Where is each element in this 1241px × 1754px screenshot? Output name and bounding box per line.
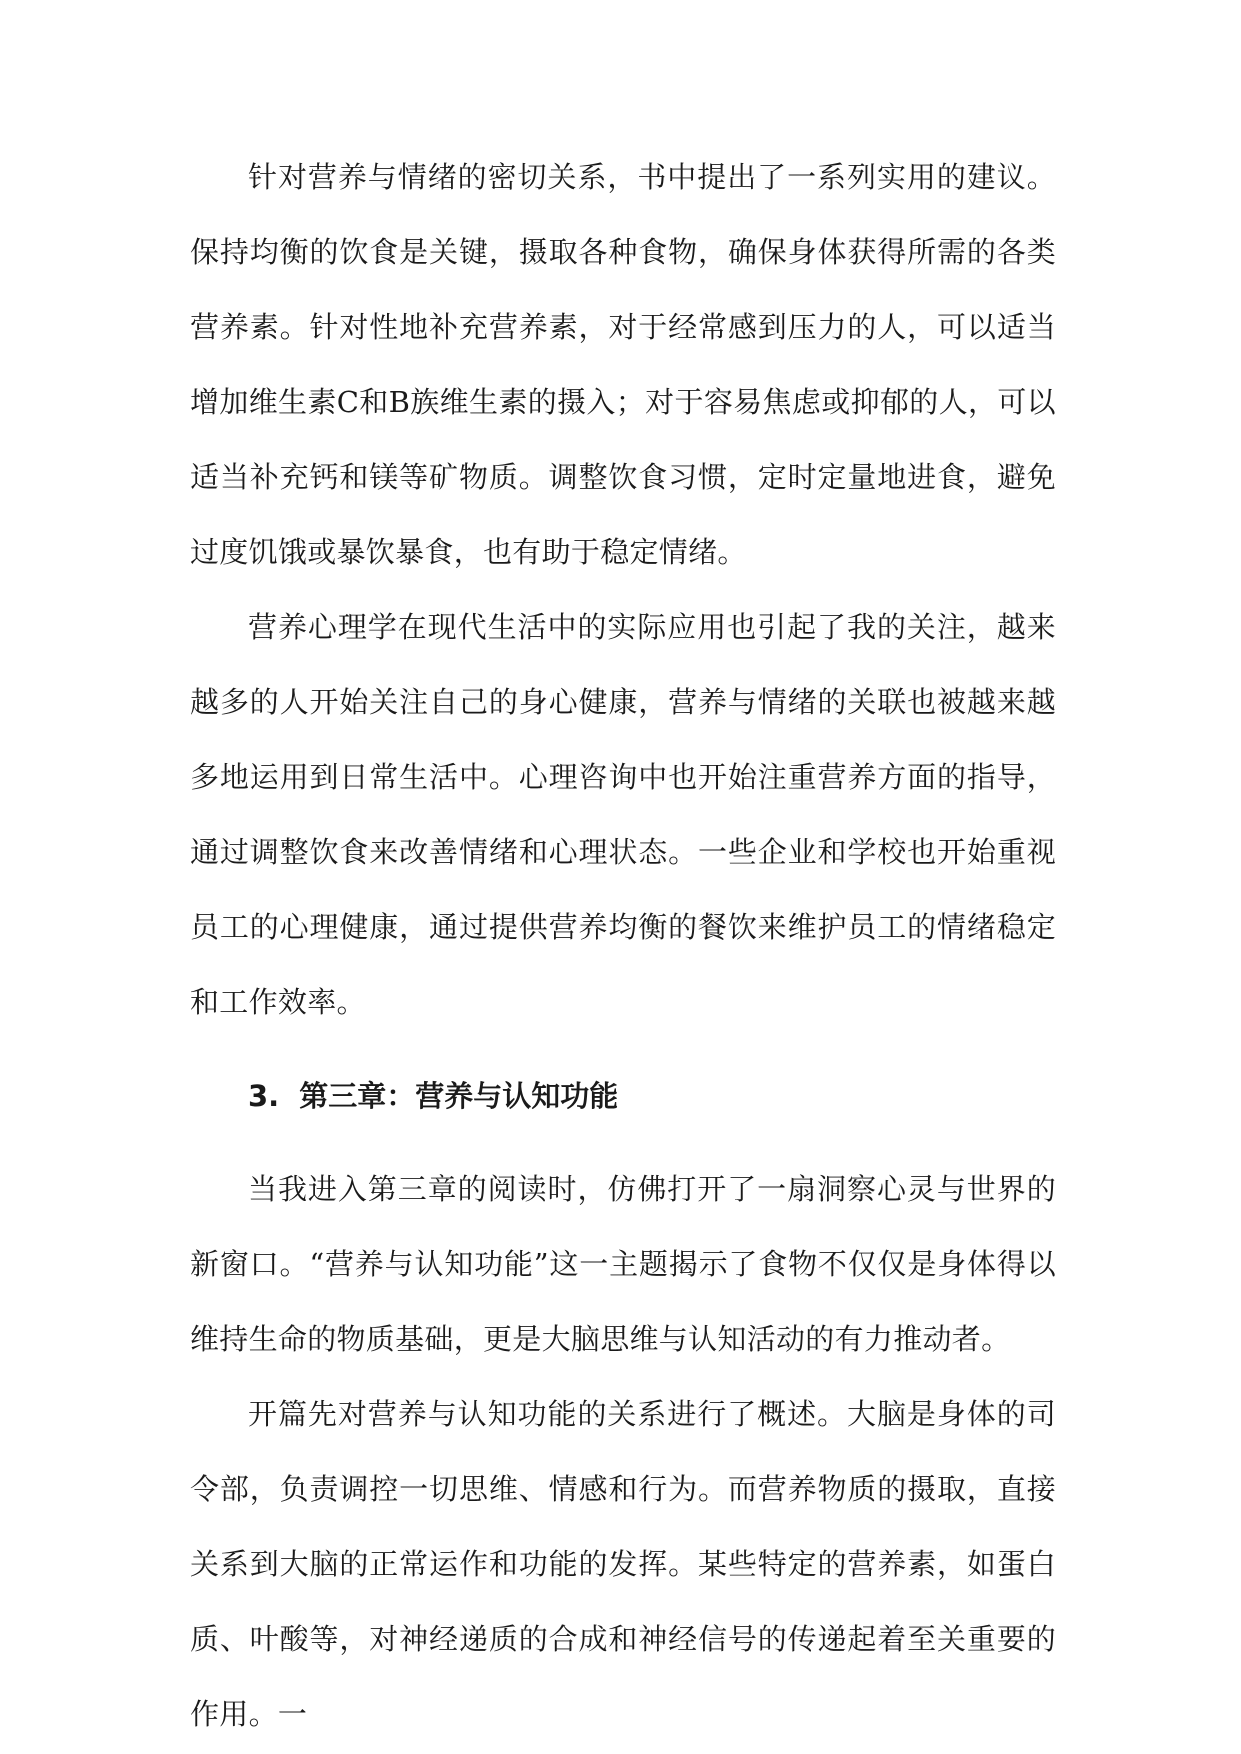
paragraph-nutrition-cognition-overview: 开篇先对营养与认知功能的关系进行了概述。大脑是身体的司令部，负责调控一切思维、情感和行为。而营养物质的摄取，直接关系到大脑的正常运作和功能的发挥。某些特定的营养素，如蛋白质、叶酸等，对神经递质的合成和神经信号的传递起着至关重要的作用。一 xyxy=(190,1397,1056,1731)
document-page xyxy=(190,140,1056,1752)
paragraph-nutrition-emotion-advice: 针对营养与情绪的密切关系，书中提出了一系列实用的建议。保持均衡的饮食是关键，摄取各种食物，确保身体获得所需的各类营养素。针对性地补充营养素，对于经常感到压力的人，可以适当增加维生素C和B族维生素的摄入；对于容易焦虑或抑郁的人，可以适当补充钙和镁等矿物质。调整饮食习惯，定时定量地进食，避免过度饥饿或暴饮暴食，也有助于稳定情绪。 xyxy=(190,160,1056,569)
paragraph-nutrition-psychology-application: 营养心理学在现代生活中的实际应用也引起了我的关注，越来越多的人开始关注自己的身心健康，营养与情绪的关联也被越来越多地运用到日常生活中。心理咨询中也开始注重营养方面的指导，通过调整饮食来改善情绪和心理状态。一些企业和学校也开始重视员工的心理健康，通过提供营养均衡的餐饮来维护员工的情绪稳定和工作效率。 xyxy=(190,610,1056,1019)
paragraph-chapter-three-intro: 当我进入第三章的阅读时，仿佛打开了一扇洞察心灵与世界的新窗口。“营养与认知功能”这一主题揭示了食物不仅仅是身体得以维持生命的物质基础，更是大脑思维与认知活动的有力推动者。 xyxy=(190,1172,1056,1356)
section-title: 第三章：营养与认知功能 xyxy=(299,1079,619,1113)
section-heading xyxy=(190,1040,1056,1152)
section-number: 3. xyxy=(248,1079,280,1113)
